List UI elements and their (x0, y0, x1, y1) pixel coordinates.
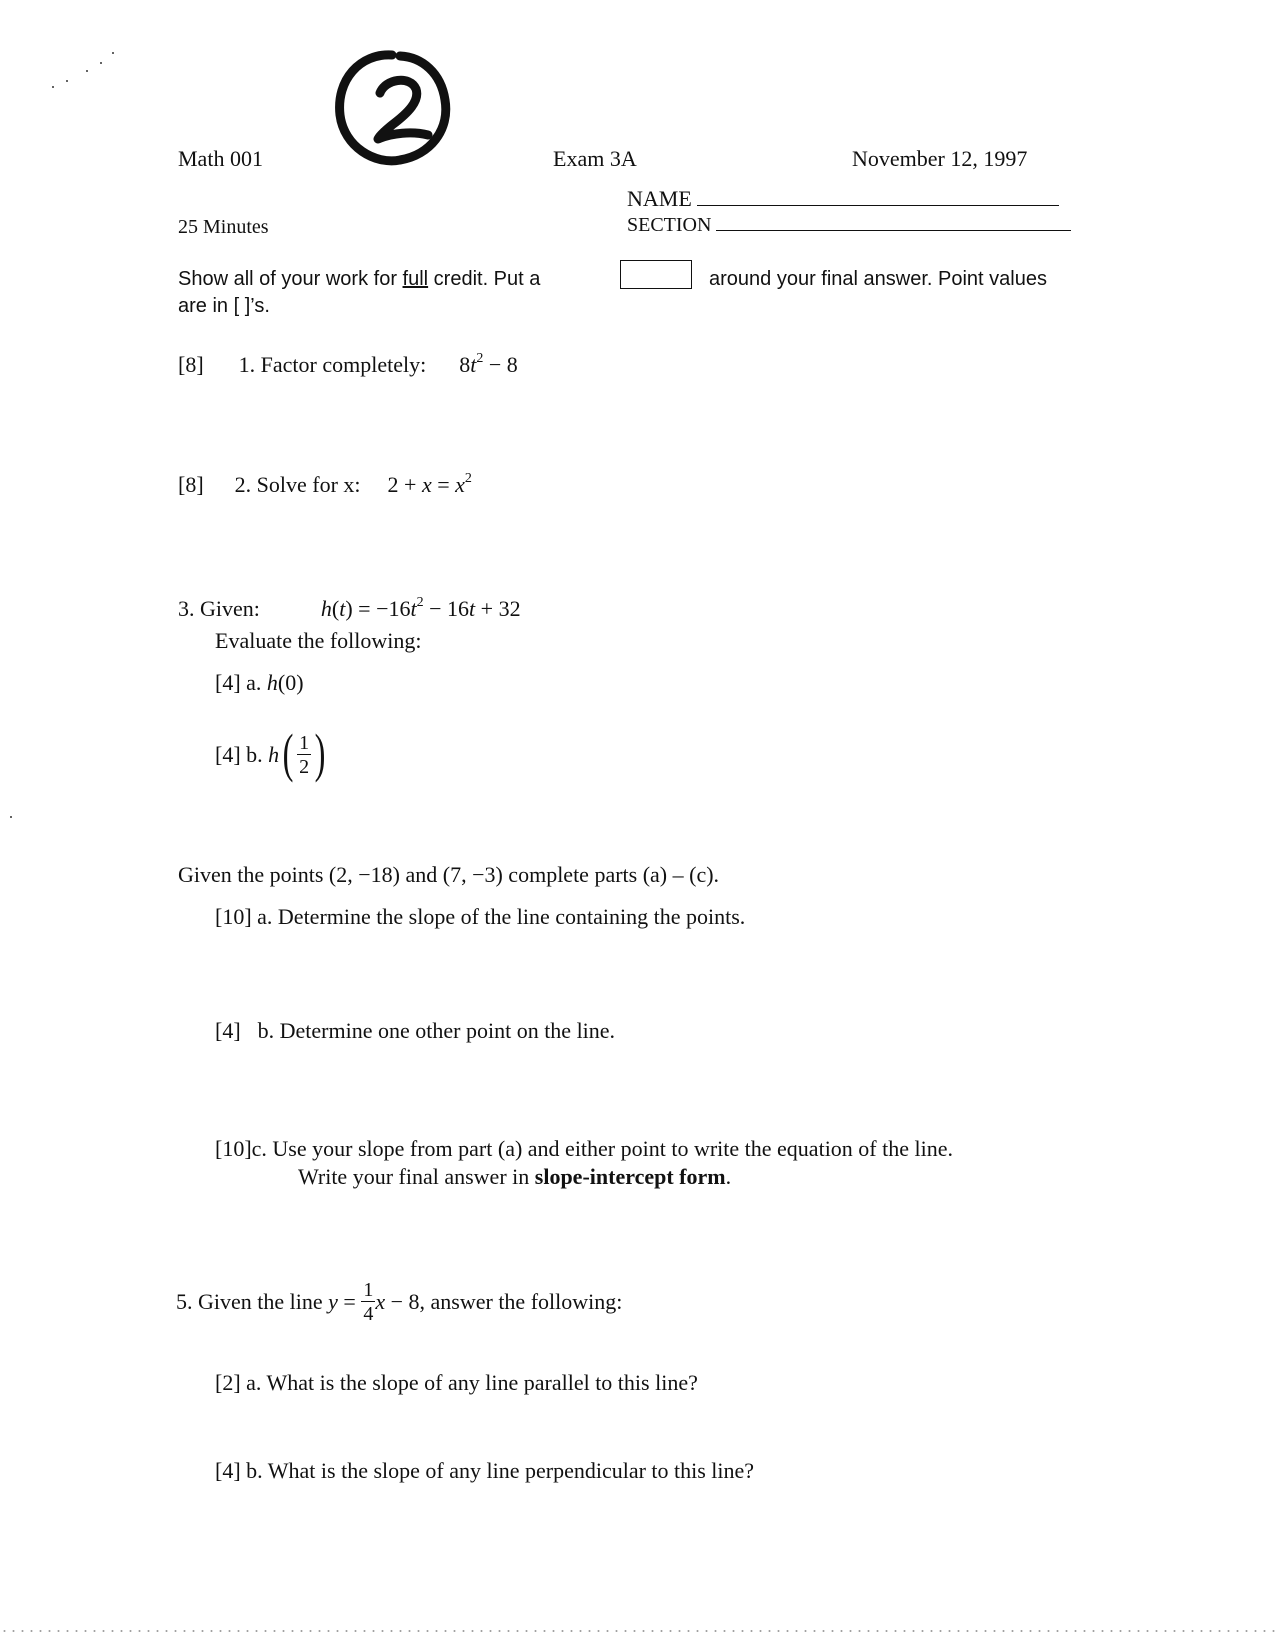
instructions-line-2: are in [ ]’s. (178, 295, 270, 317)
q5-rest: − 8 (385, 1289, 420, 1315)
q4-part-c (215, 1136, 953, 1162)
answer-box-icon (620, 260, 692, 289)
q3-number: 3. (178, 596, 195, 621)
q2-var2: x (455, 472, 465, 497)
q4b-label: b. (257, 1018, 275, 1043)
q3-fn: h (320, 596, 332, 621)
q3-part-a (215, 670, 304, 696)
name-label: NAME (627, 186, 692, 211)
q3b-points: [4] (215, 742, 241, 768)
name-blank-line[interactable] (697, 204, 1059, 206)
scan-speck (52, 86, 54, 88)
instructions-line-1-end: around your final answer. Point values (709, 268, 1047, 290)
q4c-text2: Write your final answer in (298, 1164, 535, 1189)
q3-part-b (215, 723, 329, 788)
instructions-text-a: Show all of your work for (178, 268, 403, 290)
answer-box-example (620, 260, 692, 289)
q5a-points: [2] (215, 1370, 241, 1395)
q3b-fn: h (268, 742, 280, 768)
q4b-text: Determine one other point on the line. (279, 1018, 616, 1043)
q2-expression (388, 472, 472, 497)
grade-mark-value: 2 (330, 45, 331, 46)
q5b-label: b. (246, 1458, 263, 1483)
question-3 (178, 596, 521, 622)
q3-t2: t (469, 596, 476, 621)
q4c-bold: slope-intercept form (534, 1164, 726, 1189)
q5a-label: a. (246, 1370, 262, 1395)
q3-rhs-a: = −16 (352, 596, 411, 621)
q5-numerator: 1 (363, 1279, 374, 1301)
q4c-points: [10] (215, 1136, 252, 1161)
question-2 (178, 472, 472, 498)
q1-expression (459, 352, 518, 377)
q1-var: t (470, 352, 477, 377)
q5-number: 5. (176, 1289, 193, 1315)
scan-speck (86, 70, 88, 72)
q4b-points: [4] (215, 1018, 241, 1043)
q5-y: y (328, 1289, 338, 1315)
question-1 (178, 352, 518, 378)
q3a-arg: (0) (277, 670, 304, 695)
q3-function: $h(t) = -16t^2 - 16t + 32$ (320, 595, 521, 621)
scan-speck (100, 62, 102, 64)
q4-part-c-line-2 (298, 1164, 731, 1190)
question-5 (176, 1279, 623, 1326)
q4-part-a (215, 904, 745, 930)
q2-left: 2 + (387, 472, 422, 497)
course-title: Math 001 (178, 146, 263, 171)
q2-var: x (421, 472, 432, 497)
q2-eq: = (431, 472, 456, 497)
q4c-end: . (725, 1164, 732, 1189)
circled-grade-icon (330, 45, 455, 170)
name-field[interactable] (627, 186, 1059, 212)
exam-title: Exam 3A (553, 146, 637, 171)
section-label: SECTION (627, 214, 712, 236)
grade-mark (330, 45, 455, 170)
instructions-underlined: full (402, 268, 429, 290)
q5a-text: What is the slope of any line parallel to this line? (266, 1370, 698, 1395)
scan-speck (112, 52, 114, 54)
section-blank-line[interactable] (716, 229, 1071, 231)
exam-date: November 12, 1997 (852, 146, 1028, 171)
q5-text-start: Given the line (198, 1289, 329, 1315)
q5-fraction (361, 1280, 375, 1324)
q3a-fn: h (266, 670, 278, 695)
q4-part-b (215, 1018, 615, 1044)
right-paren-icon: ) (314, 723, 326, 783)
q1-points: [8] (178, 352, 204, 377)
q1-exp: 2 (476, 351, 484, 366)
section-field[interactable] (627, 214, 1071, 237)
q4a-points: [10] (215, 904, 252, 929)
q5-eq: = (337, 1289, 362, 1315)
q5-text-end: , answer the following: (419, 1289, 623, 1315)
question-4: Given the points (2, −18) and (7, −3) complete parts (a) – (c). (178, 862, 720, 887)
instructions-text-b: credit. Put a (428, 268, 541, 290)
q2-points: [8] (178, 472, 204, 497)
q5b-points: [4] (215, 1458, 241, 1483)
q3-prompt: Evaluate the following: (215, 628, 422, 653)
left-paren-icon: ( (282, 723, 294, 783)
q3-label: Given: (200, 596, 260, 621)
q4a-label: a. (257, 904, 273, 929)
q1-text: Factor completely: (260, 352, 427, 377)
q5-part-a (215, 1370, 698, 1396)
q3-t1: t (410, 596, 417, 621)
q1-rest: − 8 (483, 352, 518, 377)
q1-number: 1. (238, 352, 256, 377)
q1-coef: 8 (459, 352, 471, 377)
q5-part-b (215, 1458, 754, 1484)
q2-text: Solve for x: (256, 472, 361, 497)
q3-rhs-c: + 32 (475, 596, 521, 621)
q5b-text: What is the slope of any line perpendicular to this line? (267, 1458, 755, 1483)
q3b-denominator: 2 (299, 756, 310, 778)
scan-noise-strip (0, 1628, 1280, 1634)
q4c-text: Use your slope from part (a) and either point to write the equation of the line. (272, 1136, 953, 1161)
q4a-text: Determine the slope of the line containing the points. (277, 904, 746, 929)
q2-number: 2. (234, 472, 252, 497)
q2-exp: 2 (464, 471, 472, 486)
q3b-numerator: 1 (299, 732, 310, 754)
q3a-label: a. (246, 670, 262, 695)
q5-x: x (375, 1289, 386, 1315)
q3-exp: 2 (416, 595, 424, 610)
q3b-label: b. (246, 742, 263, 768)
q5-denominator: 4 (363, 1303, 374, 1325)
scan-speck (66, 80, 68, 82)
q4c-label: c. (251, 1136, 267, 1161)
q3b-fraction (297, 733, 311, 777)
duration: 25 Minutes (178, 216, 269, 238)
q3a-points: [4] (215, 670, 241, 695)
q3-arg: t (339, 596, 346, 621)
instructions-line-1 (178, 268, 540, 291)
q3-rhs-b: − 16 (423, 596, 470, 621)
scan-speck (10, 816, 12, 818)
